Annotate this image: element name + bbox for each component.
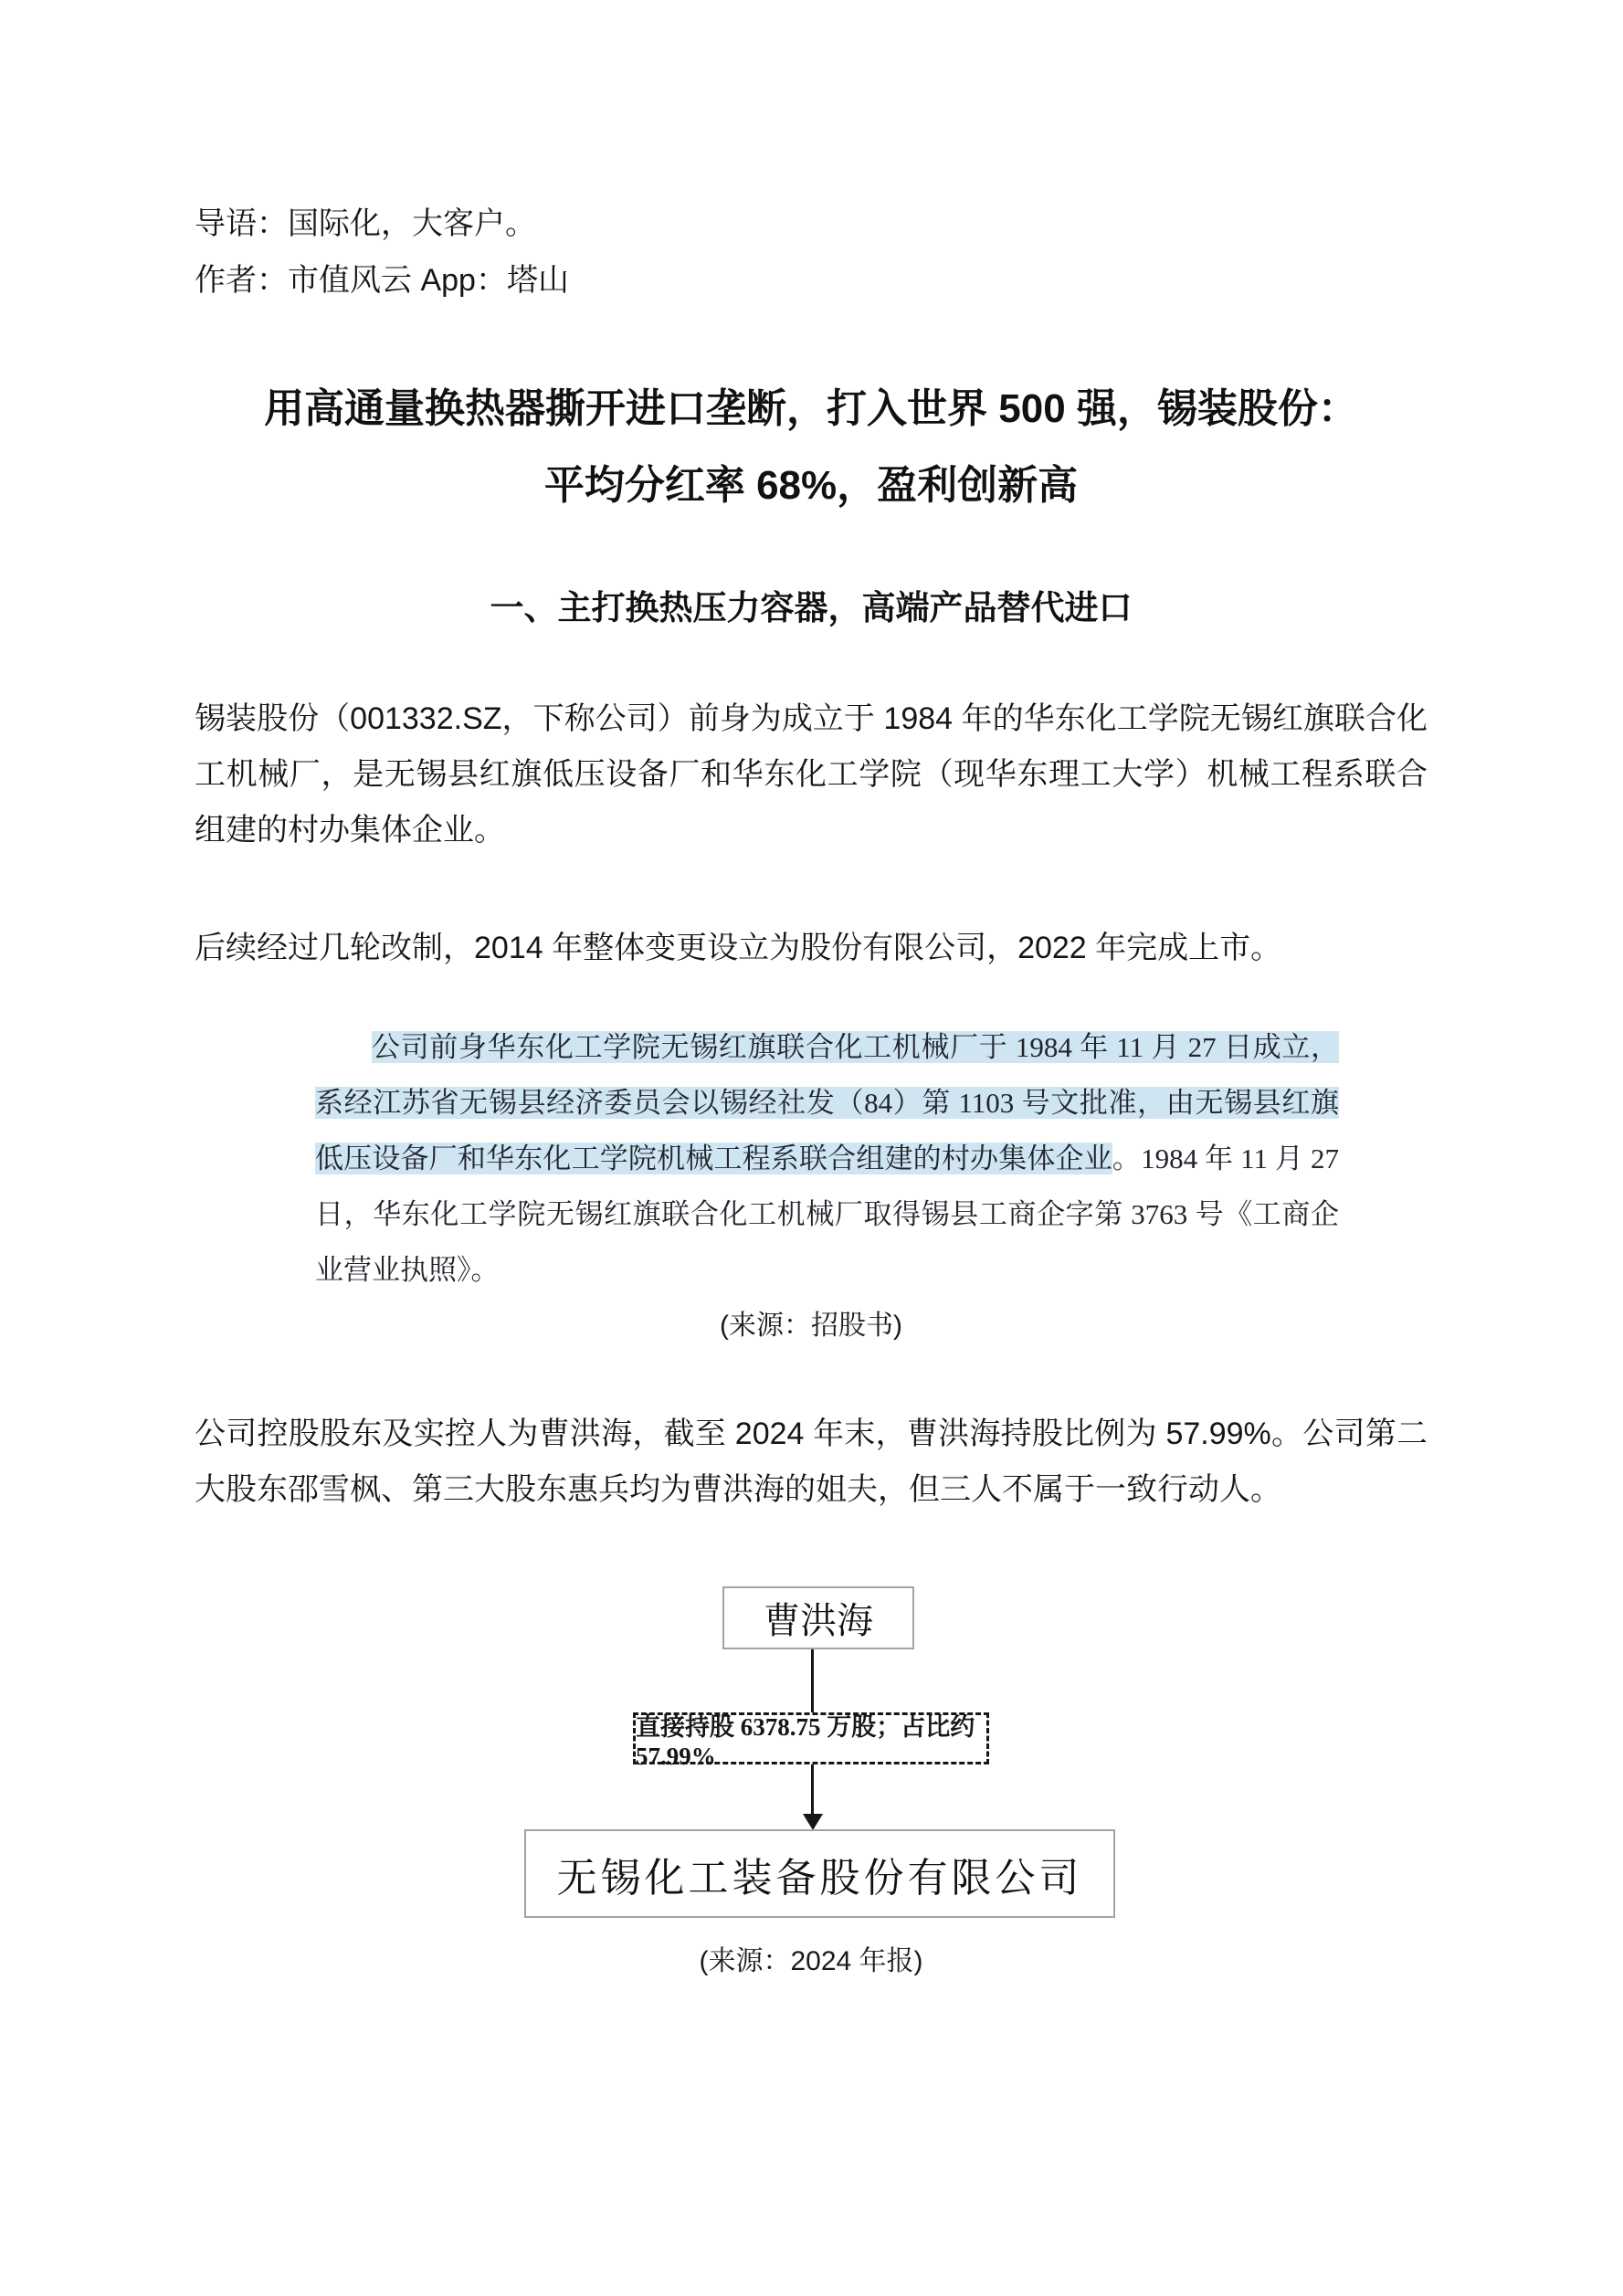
prospectus-quote [315, 1019, 1339, 1298]
paragraph-shareholders: 公司控股股东及实控人为曹洪海，截至 2024 年末，曹洪海持股比例为 57.99%。公司第二大股东邵雪枫、第三大股东惠兵均为曹洪海的姐夫，但三人不属于一致行动人。 [195, 1417, 1428, 1507]
article-title [195, 371, 1428, 524]
company-node: 无锡化工装备股份有限公司 [524, 1829, 1115, 1918]
shareholder-node: 曹洪海 [722, 1586, 914, 1649]
article-title-line-2: 平均分红率 68%，盈利创新高 [543, 463, 1079, 508]
shareholding-edge-label: 直接持股 6378.75 万股；占比约 57.99% [633, 1712, 989, 1764]
article-title-line-1: 用高通量换热器撕开进口垄断，打入世界 500 强，锡装股份： [264, 386, 1358, 431]
paragraph-company-origin: 锡装股份（001332.SZ，下称公司）前身为成立于 1984 年的华东化工学院无锡红旗联合化工机械厂，是无锡县红旗低压设备厂和华东化工学院（现华东理工大学）机械工程系联合组建的村办集体企业。 [195, 701, 1428, 848]
paragraph-restructuring: 后续经过几轮改制，2014 年整体变更设立为股份有限公司，2022 年完成上市。 [195, 931, 1282, 965]
quote-plain-text: 。1984 年 11 月 27 日，华东化工学院无锡红旗联合化工机械厂取得锡县工商企字第 3763 号《工商企业营业执照》。 [315, 1143, 1339, 1286]
quote-source-caption: (来源：招股书) [720, 1311, 902, 1341]
connector-line-lower [811, 1764, 814, 1817]
arrow-down-icon [803, 1814, 823, 1830]
article-intro-line: 导语：国际化，大客户。 [195, 206, 536, 241]
connector-line-upper [811, 1649, 814, 1712]
section-heading: 一、主打换热压力容器，高端产品替代进口 [490, 589, 1133, 627]
article-author-line: 作者：市值风云 App：塔山 [195, 263, 569, 298]
quote-highlighted-text: 公司前身华东化工学院无锡红旗联合化工机械厂于 1984 年 11 月 27 日成立，系经江苏省无锡县经济委员会以锡经社发（84）第 1103 号文批准，由无锡县红旗低压设备厂和华东化工学院机械工程系联合组建的村办集体企业 [315, 1031, 1339, 1174]
shareholding-diagram [0, 1586, 1623, 1933]
diagram-source-caption: (来源：2024 年报) [699, 1946, 923, 1976]
